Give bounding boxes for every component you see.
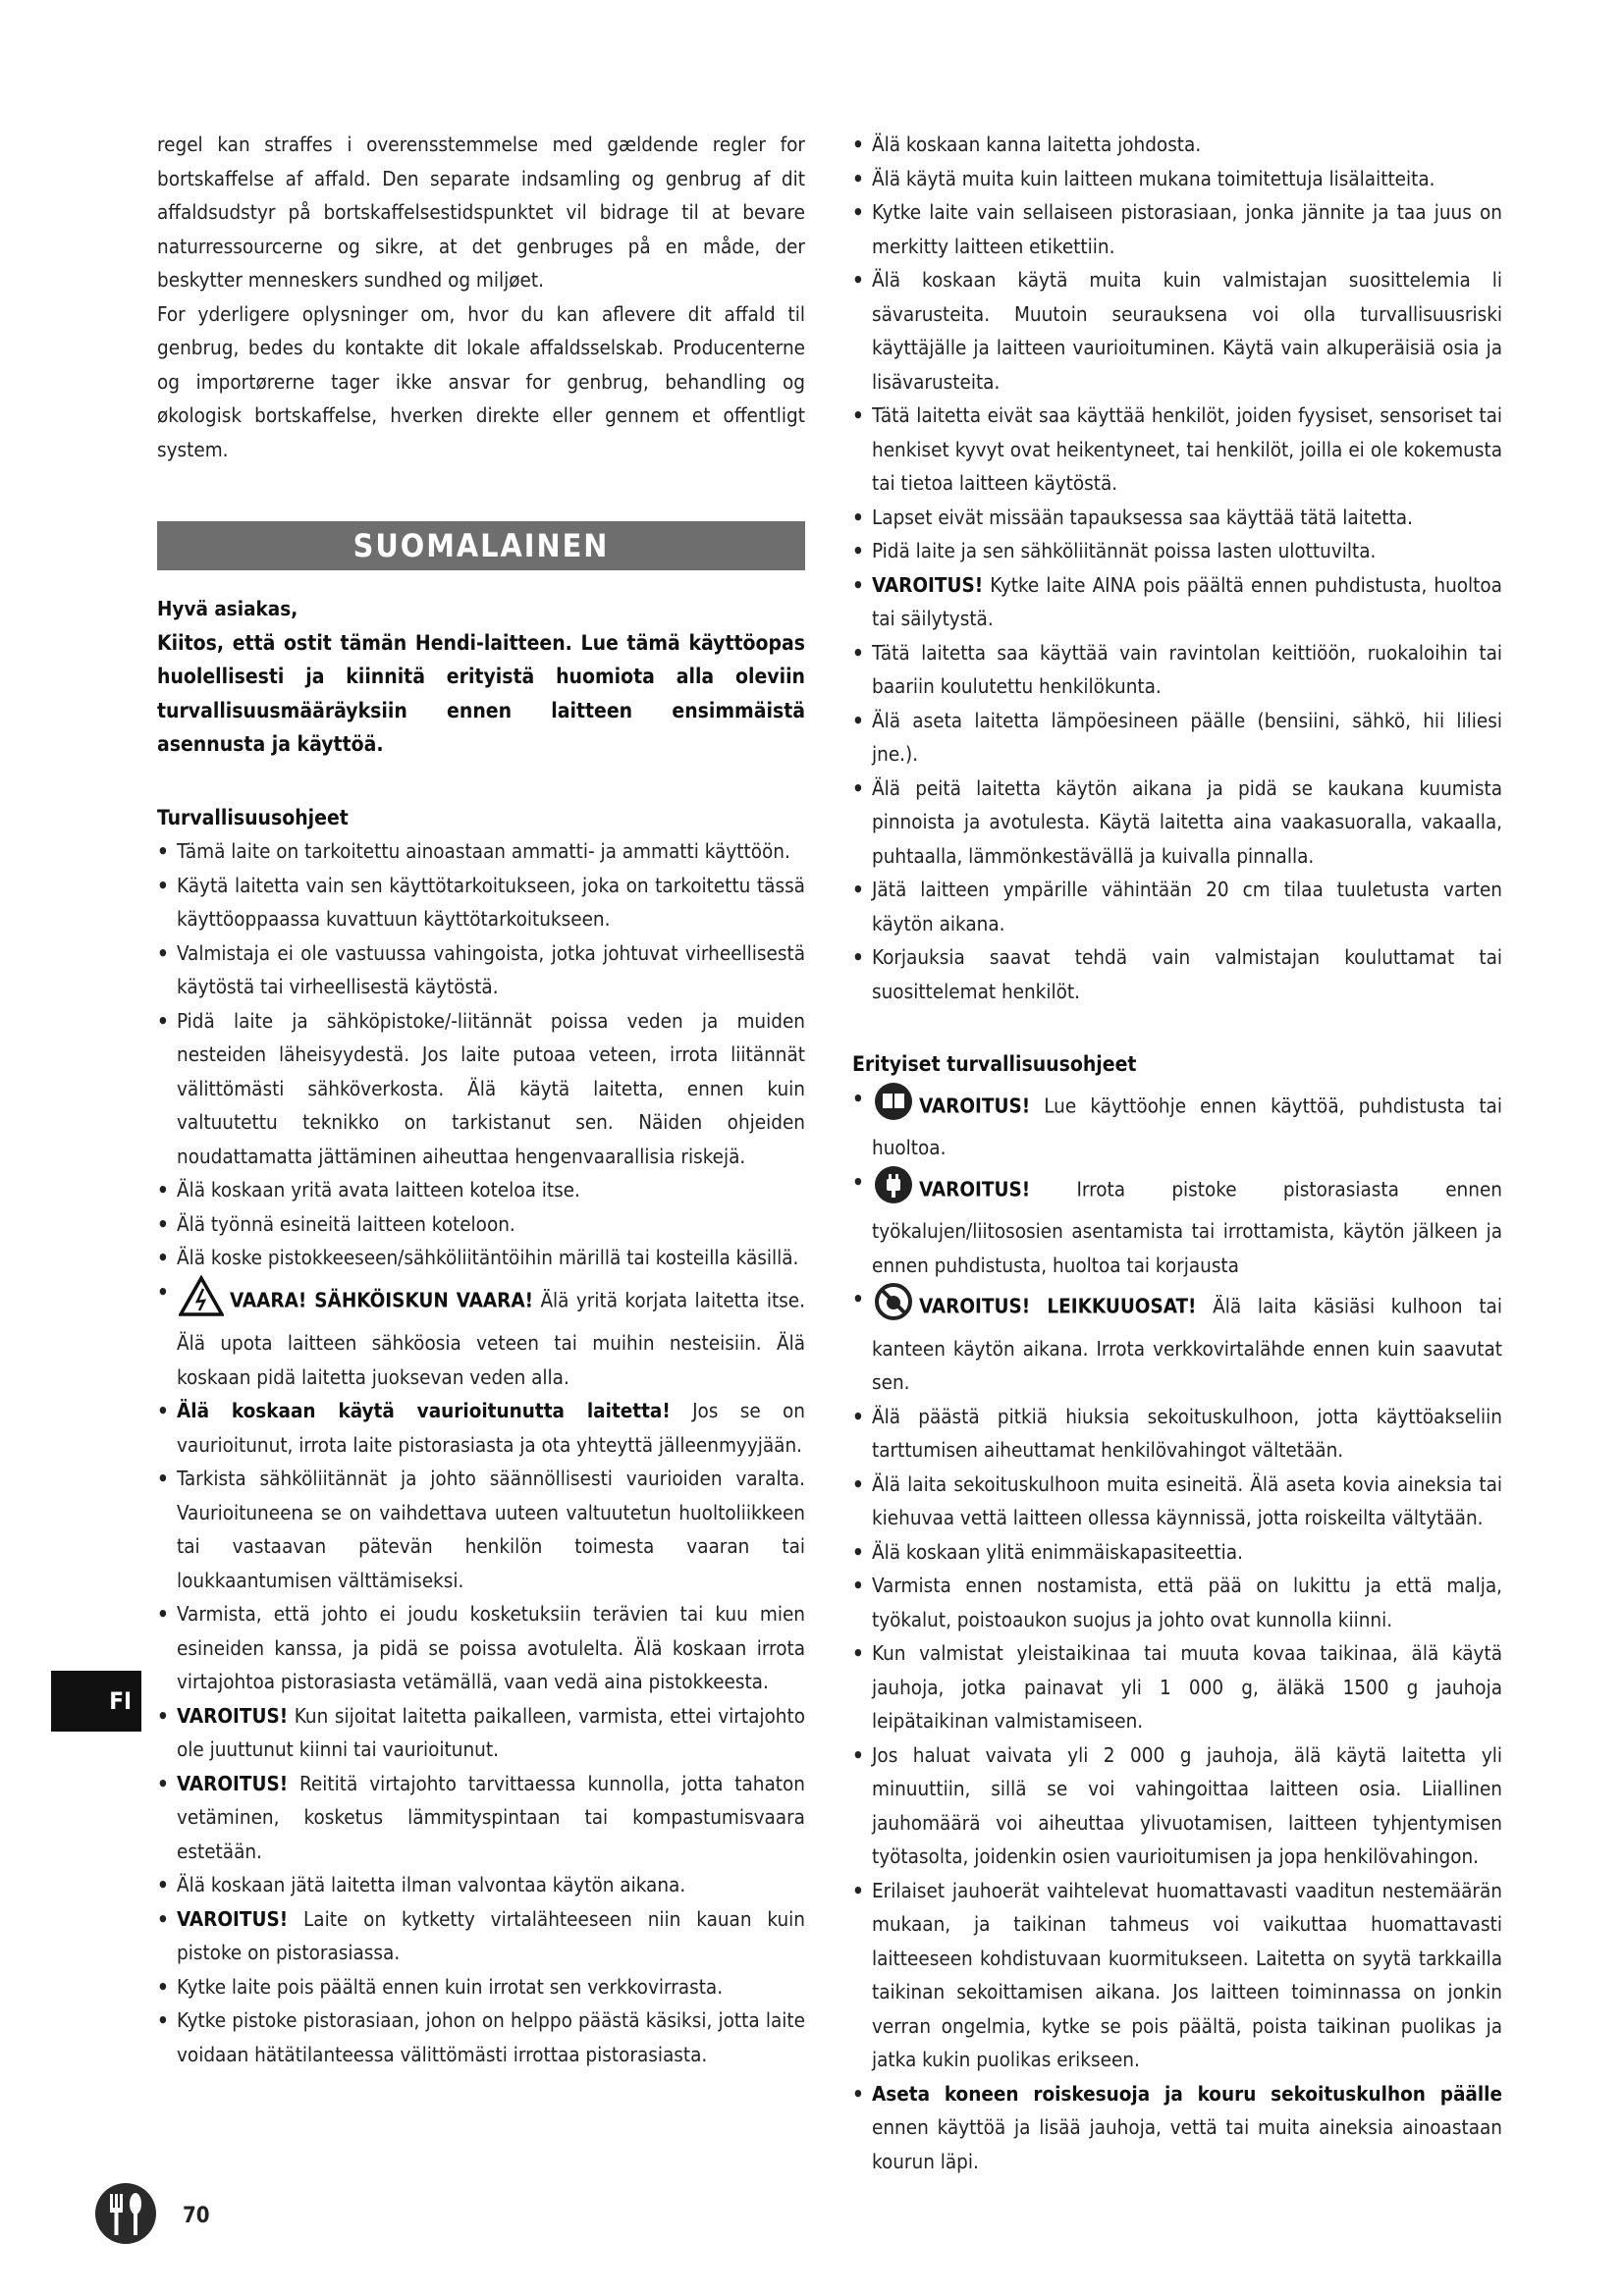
safety-item [157, 869, 805, 936]
safety-item [852, 568, 1502, 636]
item-text: ennen käyttöä ja lisää jauhoja, vettä tai muita aineksia ainoastaan kourun läpi. [872, 2115, 1502, 2173]
item-text: Erilaiset jauhoerät vaihtelevat huomattavasti vaaditun nestemäärän mukaan, ja taikinan tahmeus voi vaikuttaa huomattavasti laitteeseen kohdistuvaan kuormitukseen. Laitetta on syytä tarkkailla taikinan sekoittamisen aikana. Jos laitteen toiminnassa on jonkin verran ongelmia, kytke se pois päältä, poista taikinan puolikas ja jatka kukin puolikas erikseen. [872, 1878, 1502, 2071]
safety-item [157, 1767, 805, 1869]
item-text: Käytä laitetta vain sen käyttötarkoitukseen, joka on tarkoitettu tässä käyttöoppaassa kuvattuun käyttötarkoitukseen. [177, 873, 805, 931]
warning-label: VAROITUS! [177, 1771, 289, 1795]
warning-label: VAROITUS! [872, 572, 984, 597]
item-text: Kun valmistat yleistaikinaa tai muuta kovaa taikinaa, älä käytä jauhoja, jotka painavat yli 1 000 g, äläkä 1500 g jauhoja leipätaikinan valmistamiseen. [872, 1641, 1502, 1733]
item-text: Tämä laite on tarkoitettu ainoastaan ammatti- ja ammatti käyttöön. [177, 839, 790, 863]
safety-item [852, 873, 1502, 940]
item-text: Lapset eivät missään tapauksessa saa käyttää tätä laitetta. [872, 505, 1413, 529]
item-text: Lue käyttöohje ennen käyttöä, puhdistusta tai huoltoa. [872, 1093, 1502, 1159]
danish-continuation [157, 128, 805, 466]
special-safety-item [852, 1082, 1502, 1165]
unplug-icon [874, 1165, 913, 1215]
safety-heading: Turvallisuusohjeet [157, 805, 349, 829]
safety-item [852, 636, 1502, 704]
special-safety-item [852, 1468, 1502, 1535]
safety-item [157, 1597, 805, 1699]
item-text: Älä laita sekoituskulhoon muita esineitä. Älä aseta kovia aineksia tai kiehuvaa vettä laitteen ollessa käynnissä, jotta roiskeilta vältytään. [872, 1471, 1502, 1529]
left-column [157, 128, 805, 2071]
warning-label: Aseta koneen roiskesuoja ja kouru sekoituskulhon päälle [872, 2081, 1502, 2106]
section-banner: SUOMALAINEN [157, 521, 805, 570]
intro-paragraph: Kiitos, että ostit tämän Hendi-laitteen. Lue tämä käyttöopas huolellisesti ja kiinnitä erityistä huomiota alla oleviin turvallisuusmääräyksiin ennen laitteen ensimmäistä asennusta ja käyttöä. [157, 630, 805, 756]
item-text: Tätä laitetta saa käyttää vain ravintolan keittiöön, ruokaloihin tai baariin koulutettu henkilökunta. [872, 640, 1502, 698]
special-safety-item [852, 1569, 1502, 1636]
item-text: Älä koskaan kanna laitetta johdosta. [872, 133, 1202, 156]
safety-item [157, 1868, 805, 1902]
item-text: Varmista ennen nostamista, että pää on lukittu ja että malja, työkalut, poistoaukon suojus ja johto ovat kunnolla kiinni. [872, 1574, 1502, 1631]
warning-label: VAROITUS! [919, 1176, 1031, 1201]
safety-item [852, 162, 1502, 196]
special-safety-list [852, 1082, 1502, 2179]
warning-label: VAROITUS! [177, 1703, 289, 1728]
special-safety-item [852, 1282, 1502, 1400]
item-text: Älä työnnä esineitä laitteen koteloon. [177, 1211, 515, 1236]
item-text: Pidä laite ja sähköpistoke/-liitännät poissa veden ja muiden nesteiden läheisyydestä. Jos laite putoaa veteen, irrota liitännät välittömästi sähköverkosta. Älä käytä laitetta, ennen kuin valtuutettu teknikko on tarkistanut sen. Näiden ohjeiden noudattamatta jättäminen aiheuttaa hengenvaarallisia riskejä. [177, 1008, 805, 1168]
item-text: Älä koskaan jätä laitetta ilman valvontaa käytön aikana. [177, 1873, 686, 1896]
item-text: Kytke laite vain sellaiseen pistorasiaan, jonka jännite ja taa juus on merkitty laitteen etikettiin. [872, 200, 1502, 258]
item-text: Älä peitä laitetta käytön aikana ja pidä se kaukana kuumista pinnoista ja avotulesta. Käytä laitetta aina vaakasuoralla, vakaalla, puhtaalla, lämmönkestävällä ja kuivalla pinnalla. [872, 775, 1502, 868]
safety-item [852, 195, 1502, 263]
safety-item [157, 1462, 805, 1597]
safety-item [852, 704, 1502, 772]
special-safety-item [852, 1874, 1502, 2077]
safety-item [157, 1004, 805, 1174]
safety-item [852, 940, 1502, 1008]
item-text: Älä päästä pitkiä hiuksia sekoituskulhoon, jotta käyttöakseliin tarttumisen aiheuttamat henkilövahingot vältetään. [872, 1404, 1502, 1462]
page-number: 70 [183, 2204, 210, 2228]
nohand-icon [874, 1282, 913, 1332]
special-safety-item [852, 1165, 1502, 1283]
warning-label: VAROITUS! [919, 1093, 1031, 1117]
danish-paragraph-2: For yderligere oplysninger om, hvor du kan aflevere dit affald til genbrug, bedes du kontakte dit lokale affaldsselskab. Producenterne og importørerne tager ikke ansvar for genbrug, behandling og økologisk bortskaffelse, hverken direkte eller gennem et offentligt system. [157, 301, 805, 461]
item-text: Älä koske pistokkeeseen/sähköliitäntöihin märillä tai kosteilla käsillä. [177, 1246, 799, 1269]
manual-icon [874, 1082, 913, 1132]
safety-item [157, 1173, 805, 1207]
item-text: Irrota pistoke pistorasiasta ennen työkalujen/liitososien asentamista tai irrottamista, käytön jälkeen ja ennen puhdistusta, huoltoa tai korjausta [872, 1176, 1502, 1277]
item-text: Kytke pistoke pistorasiaan, johon on helppo päästä käsiksi, jotta laite voidaan hätätilanteessa välittömästi irrottaa pistorasiasta. [177, 2008, 805, 2066]
special-safety-item [852, 1738, 1502, 1874]
special-safety-item [852, 1636, 1502, 1738]
special-safety-heading: Erityiset turvallisuusohjeet [852, 1052, 1137, 1076]
warning-label: Älä koskaan käytä vaurioitunutta laitetta! [177, 1399, 671, 1422]
item-text: Jätä laitteen ympärille vähintään 20 cm tilaa tuuletusta varten käytön aikana. [872, 878, 1502, 935]
item-text: Kun sijoitat laitetta paikalleen, varmista, ettei virtajohto ole juuttunut kiinni tai vaurioitunut. [177, 1703, 805, 1761]
item-text: Älä koskaan käytä muita kuin valmistajan suosittelemia li sävarusteita. Muutoin seurauksena voi olla turvallisuusriski käyttäjälle ja laitteen vaurioituminen. Käytä vain alkuperäisiä osia ja lisävarusteita. [872, 268, 1502, 394]
item-text: Tätä laitetta eivät saa käyttää henkilöt, joiden fyysiset, sensoriset tai henkiset kyvyt ovat heikentyneet, tai henkilöt, joilla ei ole kokemusta tai tietoa laitteen käytöstä. [872, 403, 1502, 495]
safety-item [157, 1970, 805, 2004]
item-text: Kytke laite pois päältä ennen kuin irrotat sen verkkovirrasta. [177, 1974, 724, 1999]
special-safety-item [852, 1535, 1502, 1570]
item-text: Älä laita käsiäsi kulhoon tai kanteen käytön aikana. Irrota verkkovirtalähde ennen kuin saavutat sen. [872, 1294, 1502, 1394]
item-text: Laite on kytketty virtalähteeseen niin kauan kuin pistoke on pistorasiassa. [177, 1906, 805, 1964]
safety-item [852, 772, 1502, 874]
safety-item [852, 534, 1502, 568]
cutlery-logo-icon [94, 2182, 157, 2249]
safety-item [157, 1902, 805, 1970]
item-text: Pidä laite ja sen sähköliitännät poissa lasten ulottuvilta. [872, 539, 1377, 562]
item-text: Varmista, että johto ei joudu kosketuksiin terävien tai kuu mien esineiden kanssa, ja pidä se poissa avotulelta. Älä koskaan irrota virtajohtoa pistorasiasta vetämällä, vaan vedä aina pistokkeesta. [177, 1602, 805, 1693]
safety-list-continued [852, 128, 1502, 1008]
item-text: Älä koskaan ylitä enimmäiskapasiteettia. [872, 1539, 1243, 1564]
warning-icon [179, 1275, 224, 1327]
warning-label: VAROITUS! LEIKKUUOSAT! [919, 1294, 1197, 1318]
safety-item [157, 1699, 805, 1767]
safety-item [852, 399, 1502, 501]
item-text: Älä käytä muita kuin laitteen mukana toimitettuja lisälaitteita. [872, 166, 1435, 190]
safety-list [157, 834, 805, 2071]
safety-item [157, 1207, 805, 1242]
item-text: Korjauksia saavat tehdä vain valmistajan kouluttamat tai suosittelemat henkilöt. [872, 945, 1502, 1003]
language-tab: FI [51, 1671, 141, 1732]
item-text: Tarkista sähköliitännät ja johto säännöllisesti vaurioiden varalta. Vaurioituneena se on vaihdettava uuteen valtuutetun huoltoliikkeen tai vastaavan pätevän henkilön toimesta vaaran tai loukkaantumisen välttämiseksi. [177, 1467, 805, 1592]
item-text: Kytke laite AINA pois päältä ennen puhdistusta, huoltoa tai säilytystä. [872, 572, 1502, 630]
item-text: Jos se on vaurioitunut, irrota laite pistorasiasta ja ota yhteyttä jälleenmyyjään. [177, 1399, 805, 1457]
safety-item [157, 1394, 805, 1462]
safety-item [157, 1241, 805, 1275]
safety-item [157, 936, 805, 1004]
item-text: Jos haluat vaivata yli 2 000 g jauhoja, älä käytä laitetta yli minuuttiin, sillä se voi vahingoittaa laitteen osia. Liiallinen jauhomäärä voi aiheuttaa ylivuotamisen, laitteen tyhjentymisen työtasolta, joidenkin osien vaurioitumisen ja jopa henkilövahingon. [872, 1742, 1502, 1868]
greeting: Hyvä asiakas, [157, 597, 298, 620]
danish-paragraph-1: regel kan straffes i overensstemmelse med gældende regler for bortskaffelse af affald. Den separate indsamling og genbrug af dit affaldsudstyr på bortskaffelsestidspunktet vil bidrage til at bevare naturressourcerne og sikre, at det genbruges på en måde, der beskytter menneskers sundhed og miljøet. [157, 133, 805, 292]
safety-item [157, 1275, 805, 1395]
item-text: Älä aseta laitetta lämpöesineen päälle (bensiini, sähkö, hii liliesi jne.). [872, 708, 1502, 766]
item-text: Reititä virtajohto tarvittaessa kunnolla, jotta tahaton vetäminen, kosketus lämmityspintaan tai kompastumisvaara estetään. [177, 1771, 805, 1863]
warning-label: VAROITUS! [177, 1906, 289, 1931]
safety-item [157, 2003, 805, 2071]
special-safety-item [852, 1400, 1502, 1468]
special-safety-item [852, 2077, 1502, 2179]
safety-item [852, 128, 1502, 162]
safety-item [157, 834, 805, 869]
safety-item [852, 501, 1502, 535]
right-column [852, 128, 1502, 2178]
warning-label: VAARA! SÄHKÖISKUN VAARA! [230, 1287, 534, 1311]
item-text: Älä koskaan yritä avata laitteen koteloa itse. [177, 1178, 580, 1201]
item-text: Valmistaja ei ole vastuussa vahingoista, jotka johtuvat virheellisestä käytöstä tai virheellisestä käytöstä. [177, 940, 805, 998]
item-text: Älä yritä korjata laitetta itse. Älä upota laitteen sähköosia veteen tai muihin nesteisiin. Älä koskaan pidä laitetta juoksevan veden alla. [177, 1287, 805, 1389]
safety-item [852, 263, 1502, 399]
